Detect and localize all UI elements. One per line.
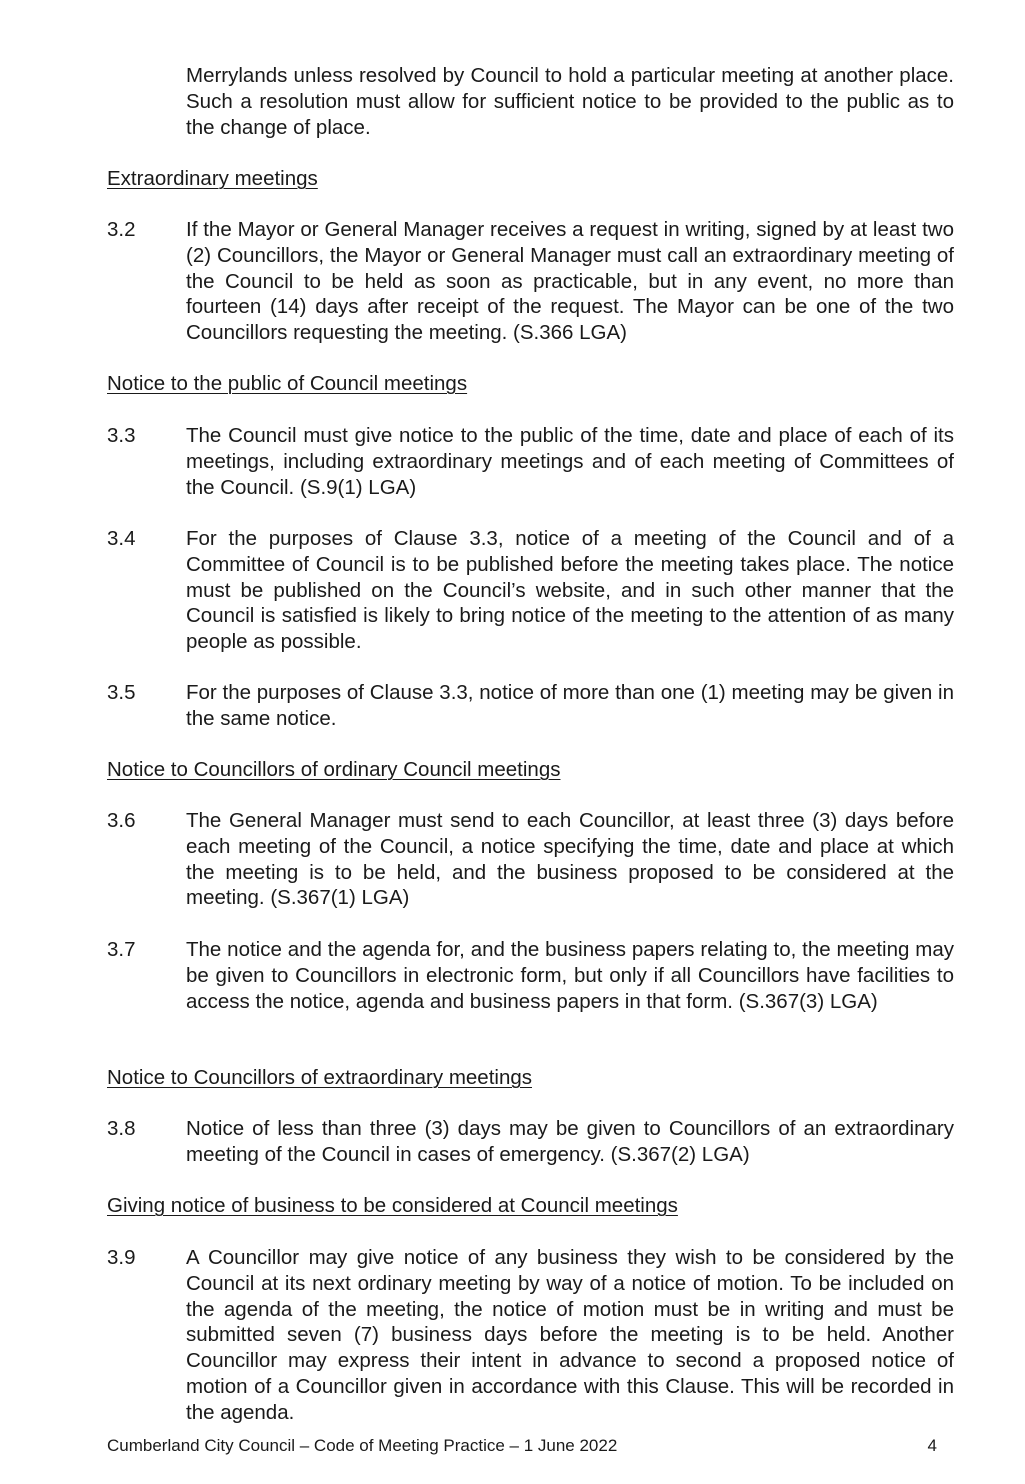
- clause-text: The General Manager must send to each Councillor, at least three (3) days before each meeting of the Council, a notice specifying the time, date and place at which the meeting is to be held, and the business proposed to be considered at the meeting. (S.367(1) LGA): [186, 809, 954, 910]
- clause-number: 3.9: [107, 1246, 136, 1269]
- clause-3-5: [107, 680, 954, 732]
- heading-notice-ordinary: Notice to Councillors of ordinary Council meetings: [107, 758, 561, 781]
- clause-3-6: [107, 808, 954, 911]
- clause-number: 3.6: [107, 809, 136, 832]
- continuation-paragraph: Merrylands unless resolved by Council to hold a particular meeting at another place. Such a resolution must allow for sufficient notice to be provided to the public as to the change of place.: [186, 64, 954, 139]
- clause-3-3: [107, 423, 954, 500]
- clause-3-2: [107, 217, 954, 346]
- clause-3-7: [107, 937, 954, 1014]
- clause-text: The Council must give notice to the public of the time, date and place of each of its meetings, including extraordinary meetings and of each meeting of Committees of the Council. (S.9(1) LGA): [186, 424, 954, 499]
- clause-text: Notice of less than three (3) days may be given to Councillors of an extraordinary meeting of the Council in cases of emergency. (S.367(2) LGA): [186, 1117, 954, 1166]
- clause-number: 3.8: [107, 1117, 136, 1140]
- heading-giving-notice: Giving notice of business to be considered at Council meetings: [107, 1194, 678, 1217]
- clause-text: For the purposes of Clause 3.3, notice of a meeting of the Council and of a Committee of Council is to be published before the meeting takes place. The notice must be published on the Council’s website, and in such other manner that the Council is satisfied is likely to bring notice of the meeting to the attention of as many people as possible.: [186, 527, 954, 654]
- footer-document-title: Cumberland City Council – Code of Meeting Practice – 1 June 2022: [107, 1436, 618, 1455]
- clause-3-8: [107, 1116, 954, 1168]
- clause-text: The notice and the agenda for, and the business papers relating to, the meeting may be given to Councillors in electronic form, but only if all Councillors have facilities to access the notice, agenda and business papers in that form. (S.367(3) LGA): [186, 938, 954, 1013]
- page-number: 4: [927, 1436, 937, 1455]
- clause-number: 3.2: [107, 218, 136, 241]
- heading-notice-extraordinary: Notice to Councillors of extraordinary meetings: [107, 1066, 532, 1089]
- clause-number: 3.7: [107, 938, 136, 961]
- clause-text: For the purposes of Clause 3.3, notice of more than one (1) meeting may be given in the same notice.: [186, 681, 954, 730]
- heading-notice-public: Notice to the public of Council meetings: [107, 372, 468, 395]
- clause-number: 3.4: [107, 527, 136, 550]
- clause-number: 3.5: [107, 681, 136, 704]
- clause-3-9: [107, 1245, 954, 1426]
- clause-text: If the Mayor or General Manager receives a request in writing, signed by at least two (2) Councillors, the Mayor or General Manager must call an extraordinary meeting of the Council to be held as soon as practicable, but in any event, no more than fourteen (14) days after receipt of the request. The Mayor can be one of the two Councillors requesting the meeting. (S.366 LGA): [186, 218, 954, 345]
- clause-text: A Councillor may give notice of any business they wish to be considered by the Council at its next ordinary meeting by way of a notice of motion. To be included on the agenda of the meeting, the notice of motion must be in writing and must be submitted seven (7) business days before the meeting is to be held. Another Councillor may express their intent in advance to second a proposed notice of motion of a Councillor given in accordance with this Clause. This will be recorded in the agenda.: [186, 1246, 954, 1424]
- clause-3-4: [107, 526, 954, 655]
- heading-extraordinary-meetings: Extraordinary meetings: [107, 167, 318, 190]
- clause-number: 3.3: [107, 424, 136, 447]
